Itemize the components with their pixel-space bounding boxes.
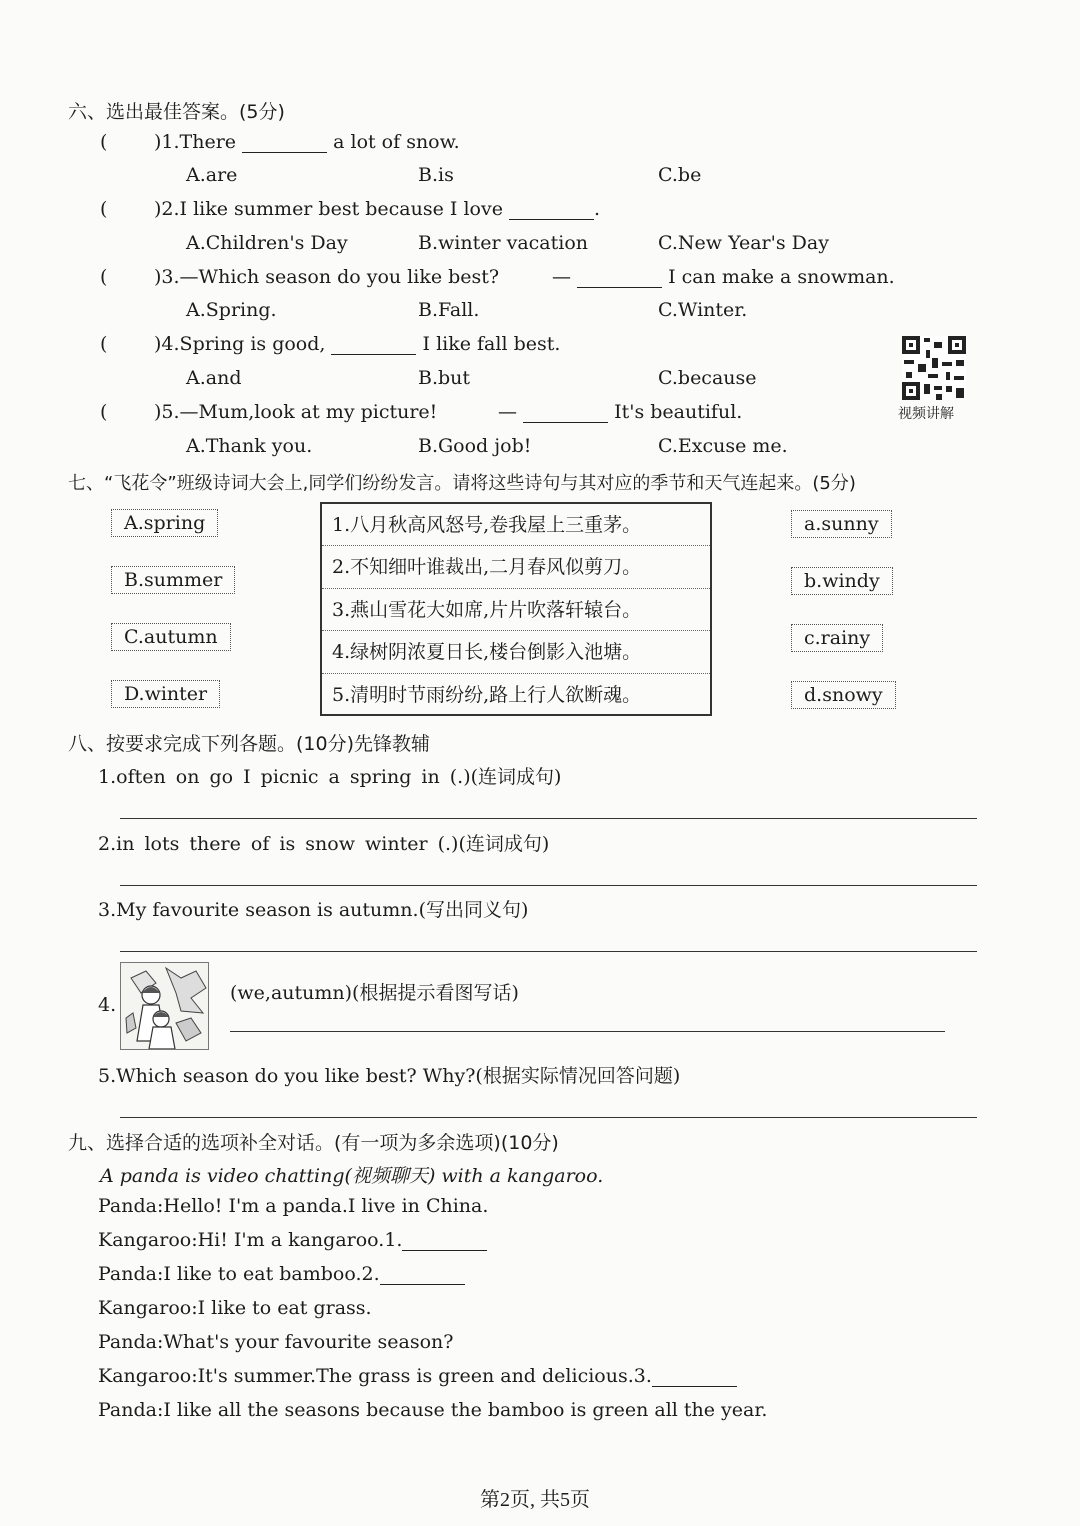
q2-option-b[interactable]: B.winter vacation — [418, 232, 588, 254]
s8-q1: 1.often on go I picnic a spring in (.)(连词成句) — [98, 766, 562, 788]
question-1 — [154, 131, 460, 153]
season-spring[interactable]: A.spring — [111, 509, 218, 537]
q5-blank[interactable] — [523, 404, 608, 423]
poem-3[interactable]: 3.燕山雪花大如席,片片吹落轩辕台。 — [322, 589, 710, 631]
q3-stem-after: I can make a snowman. — [668, 266, 895, 288]
dialogue-line-5: Panda:What's your favourite season? — [98, 1331, 454, 1353]
q3-blank[interactable] — [577, 269, 662, 288]
q2-stem-before: I like summer best because I love — [179, 198, 503, 220]
section8-title: 八、按要求完成下列各题。(10分)先锋教辅 — [68, 733, 431, 755]
question-4 — [154, 333, 560, 355]
q1-option-a[interactable]: A.are — [186, 164, 238, 186]
q4-option-b[interactable]: B.but — [418, 367, 471, 389]
q3-num: )3. — [154, 266, 180, 288]
poem-4[interactable]: 4.绿树阴浓夏日长,楼台倒影入池塘。 — [322, 631, 710, 673]
s8-q3: 3.My favourite season is autumn.(写出同义句) — [98, 899, 529, 921]
q4-num: )4. — [154, 333, 180, 355]
q5-option-b[interactable]: B.Good job! — [418, 435, 532, 457]
q1-stem-before: There — [179, 131, 237, 153]
qr-label: 视频讲解 — [898, 406, 954, 422]
dialogue-line-2 — [98, 1229, 487, 1251]
q3-option-a[interactable]: A.Spring. — [186, 299, 277, 321]
q5-dash: — — [498, 401, 517, 423]
q3-paren: ( — [100, 266, 108, 288]
q4-stem-after: I like fall best. — [422, 333, 561, 355]
season-summer[interactable]: B.summer — [111, 566, 235, 594]
s8-q2-answer-line[interactable] — [120, 885, 977, 886]
s8-q2: 2.in lots there of is snow winter (.)(连词成句) — [98, 833, 550, 855]
dialogue-line-3 — [98, 1263, 465, 1285]
q5-stem-before: —Mum,look at my picture! — [179, 401, 438, 423]
dialogue-intro: A panda is video chatting(视频聊天) with a kangaroo. — [100, 1165, 604, 1187]
page-number: 第2页, 共5页 — [480, 1489, 590, 1511]
q1-stem-after: a lot of snow. — [333, 131, 460, 153]
weather-snowy[interactable]: d.snowy — [791, 681, 896, 709]
s8-q5: 5.Which season do you like best? Why?(根据实际情况回答问题) — [98, 1065, 681, 1087]
q5-paren: ( — [100, 401, 108, 423]
dialogue-blank-1[interactable] — [402, 1232, 487, 1251]
weather-rainy[interactable]: c.rainy — [791, 624, 883, 652]
q2-option-a[interactable]: A.Children's Day — [186, 232, 348, 254]
q2-paren: ( — [100, 198, 108, 220]
q4-blank[interactable] — [331, 336, 416, 355]
q3-stem-before: —Which season do you like best? — [179, 266, 500, 288]
q4-stem-before: Spring is good, — [179, 333, 326, 355]
question-3 — [154, 266, 499, 288]
q2-blank[interactable] — [509, 201, 594, 220]
q1-paren: ( — [100, 131, 108, 153]
dialogue-line-2-text: Kangaroo:Hi! I'm a kangaroo.1. — [98, 1229, 403, 1251]
dialogue-line-6-text: Kangaroo:It's summer.The grass is green and delicious.3. — [98, 1365, 652, 1387]
section7-title: 七、“飞花令”班级诗词大会上,同学们纷纷发言。请将这些诗句与其对应的季节和天气连起来。(5分) — [68, 473, 856, 494]
q5-option-a[interactable]: A.Thank you. — [186, 435, 313, 457]
q1-option-b[interactable]: B.is — [418, 164, 454, 186]
dialogue-line-3-text: Panda:I like to eat bamboo.2. — [98, 1263, 380, 1285]
q4-paren: ( — [100, 333, 108, 355]
q5-stem-after: It's beautiful. — [614, 401, 743, 423]
q3-option-c[interactable]: C.Winter. — [658, 299, 748, 321]
s8-q4-answer-line[interactable] — [230, 1031, 945, 1032]
q1-blank[interactable] — [242, 134, 327, 153]
season-winter[interactable]: D.winter — [111, 680, 220, 708]
q4-option-a[interactable]: A.and — [186, 367, 242, 389]
q2-option-c[interactable]: C.New Year's Day — [658, 232, 829, 254]
dialogue-line-6 — [98, 1365, 737, 1387]
question-2 — [154, 198, 600, 220]
section9-title: 九、选择合适的选项补全对话。(有一项为多余选项)(10分) — [68, 1132, 559, 1154]
q3-answer-line — [552, 266, 895, 288]
poem-5[interactable]: 5.清明时节雨纷纷,路上行人欲断魂。 — [332, 683, 642, 706]
q3-option-b[interactable]: B.Fall. — [418, 299, 480, 321]
poem-1[interactable]: 1.八月秋高风怒号,卷我屋上三重茅。 — [322, 504, 710, 546]
q1-option-c[interactable]: C.be — [658, 164, 702, 186]
q4-option-c[interactable]: C.because — [658, 367, 757, 389]
question-5 — [154, 401, 437, 423]
dialogue-line-7: Panda:I like all the seasons because the bamboo is green all the year. — [98, 1399, 768, 1421]
poem-2[interactable]: 2.不知细叶谁裁出,二月春风似剪刀。 — [322, 546, 710, 588]
s8-q4: (we,autumn)(根据提示看图写话) — [230, 982, 519, 1004]
s8-q1-answer-line[interactable] — [120, 818, 977, 819]
section6-title: 六、选出最佳答案。(5分) — [68, 101, 285, 123]
weather-windy[interactable]: b.windy — [791, 567, 893, 595]
autumn-children-picture — [120, 962, 209, 1050]
q5-option-c[interactable]: C.Excuse me. — [658, 435, 788, 457]
qr-code-icon[interactable] — [902, 336, 966, 400]
q3-dash: — — [552, 266, 571, 288]
weather-sunny[interactable]: a.sunny — [791, 510, 892, 538]
dialogue-blank-3[interactable] — [652, 1368, 737, 1387]
q2-stem-after: . — [594, 198, 601, 220]
s8-q5-answer-line[interactable] — [120, 1117, 977, 1118]
q2-num: )2. — [154, 198, 180, 220]
s8-q4-num: 4. — [98, 994, 117, 1016]
q5-num: )5. — [154, 401, 180, 423]
dialogue-line-4: Kangaroo:I like to eat grass. — [98, 1297, 372, 1319]
poem-table — [320, 502, 712, 716]
q1-num: )1. — [154, 131, 180, 153]
s8-q3-answer-line[interactable] — [120, 951, 977, 952]
q5-answer-line — [498, 401, 742, 423]
dialogue-line-1: Panda:Hello! I'm a panda.I live in China. — [98, 1195, 489, 1217]
season-autumn[interactable]: C.autumn — [111, 623, 231, 651]
dialogue-blank-2[interactable] — [380, 1266, 465, 1285]
